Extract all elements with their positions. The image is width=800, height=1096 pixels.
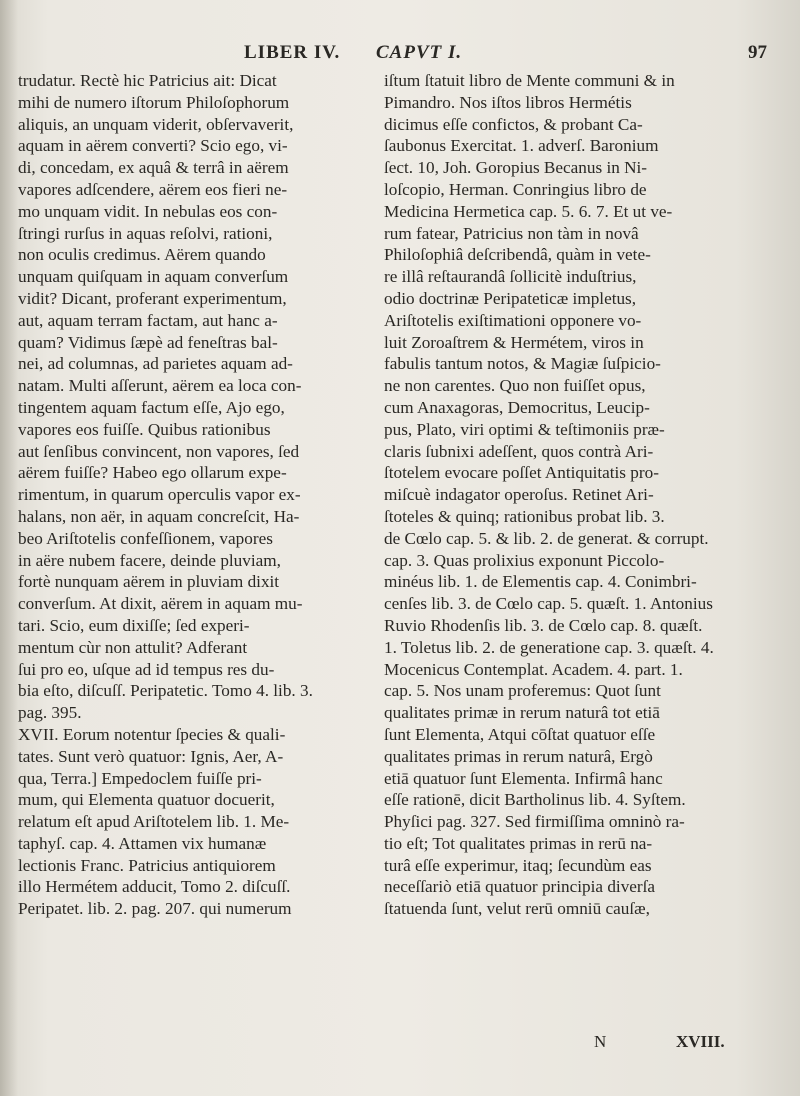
text-line: mum, qui Elementa quatuor docuerit, [18,790,275,810]
text-line: lectionis Franc. Patricius antiquiorem [18,855,276,875]
text-line: illo Hermétem adducit, Tomo 2. diſcuſſ. [18,877,291,897]
text-line: dicimus eſſe confictos, & probant Ca- [384,114,643,134]
text-line: relatum eſt apud Ariſtotelem lib. 1. Me- [18,812,290,832]
text-line: ſect. 10, Joh. Goropius Becanus in Ni- [384,158,648,178]
text-line: ſaubonus Exercitat. 1. adverſ. Baronium [384,136,659,156]
text-line: rimentum, in quarum operculis vapor ex- [18,485,301,505]
text-line: miſcuè indagator operoſus. Retinet Ari- [384,485,654,505]
text-line: tates. Sunt verò quatuor: Ignis, Aer, A- [18,746,284,766]
text-line: aliquis, an unquam viderit, obſervaverit, [18,114,294,134]
text-line: ſtringi rurſus in aquas reſolvi, rationi, [18,223,273,243]
text-line: di, concedam, ex aquâ & terrâ in aërem [18,158,289,178]
text-line: cenſes lib. 3. de Cœlo cap. 5. quæſt. 1. Antonius [384,594,713,614]
running-header [0,42,800,66]
text-line: Philoſophiâ deſcribendâ, quàm in vete- [384,245,651,265]
text-line: converſum. At dixit, aërem in aquam mu- [18,594,303,614]
text-line: mentum cùr non attulit? Adferant [18,637,248,657]
text-line: XVII. Eorum notentur ſpecies & quali- [18,724,286,744]
page-edge-shadow [0,0,18,1096]
text-line: Mocenicus Contemplat. Academ. 4. part. 1. [384,659,683,679]
text-line: fortè nunquam aërem in pluviam dixit [18,572,280,592]
text-line: Peripatet. lib. 2. pag. 207. qui numerum [18,899,292,919]
text-line: mihi de numero iſtorum Philoſophorum [18,92,290,112]
text-line: 1. Toletus lib. 2. de generatione cap. 3. quæſt. 4. [384,637,714,657]
text-line: taphyſ. cap. 4. Attamen vix humanæ [18,833,267,853]
text-line: cum Anaxagoras, Democritus, Leucip- [384,397,650,417]
text-line: ſtotelem evocare poſſet Antiquitatis pro- [384,463,659,483]
text-line: quam? Vidimus ſæpè ad feneſtras bal- [18,332,278,352]
text-line: cap. 3. Quas prolixius exponunt Piccolo- [384,550,665,570]
text-line: tio eſt; Tot qualitates primas in rerū na- [384,833,653,853]
signature-mark: N [594,1032,607,1051]
text-line: mo unquam vidit. In nebulas eos con- [18,201,278,221]
text-line: eſſe rationē, dicit Bartholinus lib. 4. Syſtem. [384,790,686,810]
text-line: Medicina Hermetica cap. 5. 6. 7. Et ut ve- [384,201,673,221]
page-footer [0,1032,800,1054]
text-line: ſui pro eo, uſque ad id tempus res du- [18,659,275,679]
text-line: ſtatuenda ſunt, velut rerū omniū cauſæ, [384,899,650,919]
text-line: tingentem aquam factum eſſe, Ajo ego, [18,397,285,417]
text-line: rum fatear, Patricius non tàm in novâ [384,223,639,243]
text-line: nei, ad columnas, ad parietes aquam ad- [18,354,293,374]
text-line: luit Zoroaſtrem & Hermétem, viros in [384,332,644,352]
text-line: Phyſici pag. 327. Sed firmiſſima omninò ra- [384,812,685,832]
text-line: qualitates primas in rerum naturâ, Ergò [384,746,653,766]
text-line: non oculis credimus. Aërem quando [18,245,266,265]
text-line: ne non carentes. Quo non fuiſſet opus, [384,376,646,396]
text-line: claris ſubnixi adeſſent, quos contrà Ari- [384,441,654,461]
text-line: re illâ reſtaurandâ ſollicitè induſtrius, [384,267,637,287]
text-line: tari. Scio, eum dixiſſe; ſed experi- [18,615,250,635]
text-line: vidit? Dicant, proferant experimentum, [18,288,287,308]
text-line: vapores eos fuiſſe. Quibus rationibus [18,419,271,439]
text-line: ſunt Elementa, Atqui cōſtat quatuor eſſe [384,724,656,744]
text-line: pag. 395. [18,703,82,723]
text-line: turâ eſſe experimur, itaq; ſecundùm eas [384,855,652,875]
text-line: pus, Plato, viri optimi & teſtimoniis præ- [384,419,665,439]
text-line: minéus lib. 1. de Elementis cap. 4. Conimbri- [384,572,697,592]
text-line: loſcopio, Herman. Conringius libro de [384,179,647,199]
text-line: halans, non aër, in aquam concreſcit, Ha- [18,506,300,526]
text-line: natam. Multi aſſerunt, aërem ea loca con- [18,376,302,396]
text-line: bia eſto, diſcuſſ. Peripatetic. Tomo 4. lib. 3. [18,681,313,701]
text-line: neceſſariò etiā quatuor principia diverſa [384,877,656,897]
right-text-column [384,70,784,920]
text-line: Ruvio Rhodenſis lib. 3. de Cœlo cap. 8. quæſt. [384,615,703,635]
text-line: aut ſenſibus convincent, non vapores, ſed [18,441,300,461]
page-number: 97 [748,42,767,63]
text-line: iſtum ſtatuit libro de Mente communi & in [384,71,675,90]
text-line: aërem fuiſſe? Habeo ego ollarum expe- [18,463,287,483]
left-text-column [18,70,368,920]
text-line: qua, Terra.] Empedoclem fuiſſe pri- [18,768,262,788]
text-line: trudatur. Rectè hic Patricius ait: Dicat [18,71,277,90]
text-line: beo Ariſtotelis confeſſionem, vapores [18,528,273,548]
text-line: Ariſtotelis exiſtimationi opponere vo- [384,310,642,330]
text-line: unquam quiſquam in aquam converſum [18,267,289,287]
text-line: etiā quatuor ſunt Elementa. Infirmâ hanc [384,768,663,788]
text-line: Pimandro. Nos iſtos libros Hermétis [384,92,632,112]
text-line: in aëre nubem facere, deinde pluviam, [18,550,281,570]
text-line: aut, aquam terram factam, aut hanc a- [18,310,278,330]
text-line: ſtoteles & quinq; rationibus probat lib. 3. [384,506,665,526]
catchword: XVIII. [676,1032,725,1051]
text-line: fabulis tantum notos, & Magiæ ſuſpicio- [384,354,661,374]
text-line: qualitates primæ in rerum naturâ tot etiā [384,703,660,723]
text-line: cap. 5. Nos unam proferemus: Quot ſunt [384,681,661,701]
text-line: odio doctrinæ Peripateticæ impletus, [384,288,637,308]
running-head-book: LIBER IV. [244,42,341,63]
text-line: de Cœlo cap. 5. & lib. 2. de generat. & corrupt. [384,528,709,548]
text-line: vapores adſcendere, aërem eos fieri ne- [18,179,288,199]
running-head-chapter: CAPVT I. [376,42,463,63]
text-line: aquam in aërem converti? Scio ego, vi- [18,136,288,156]
